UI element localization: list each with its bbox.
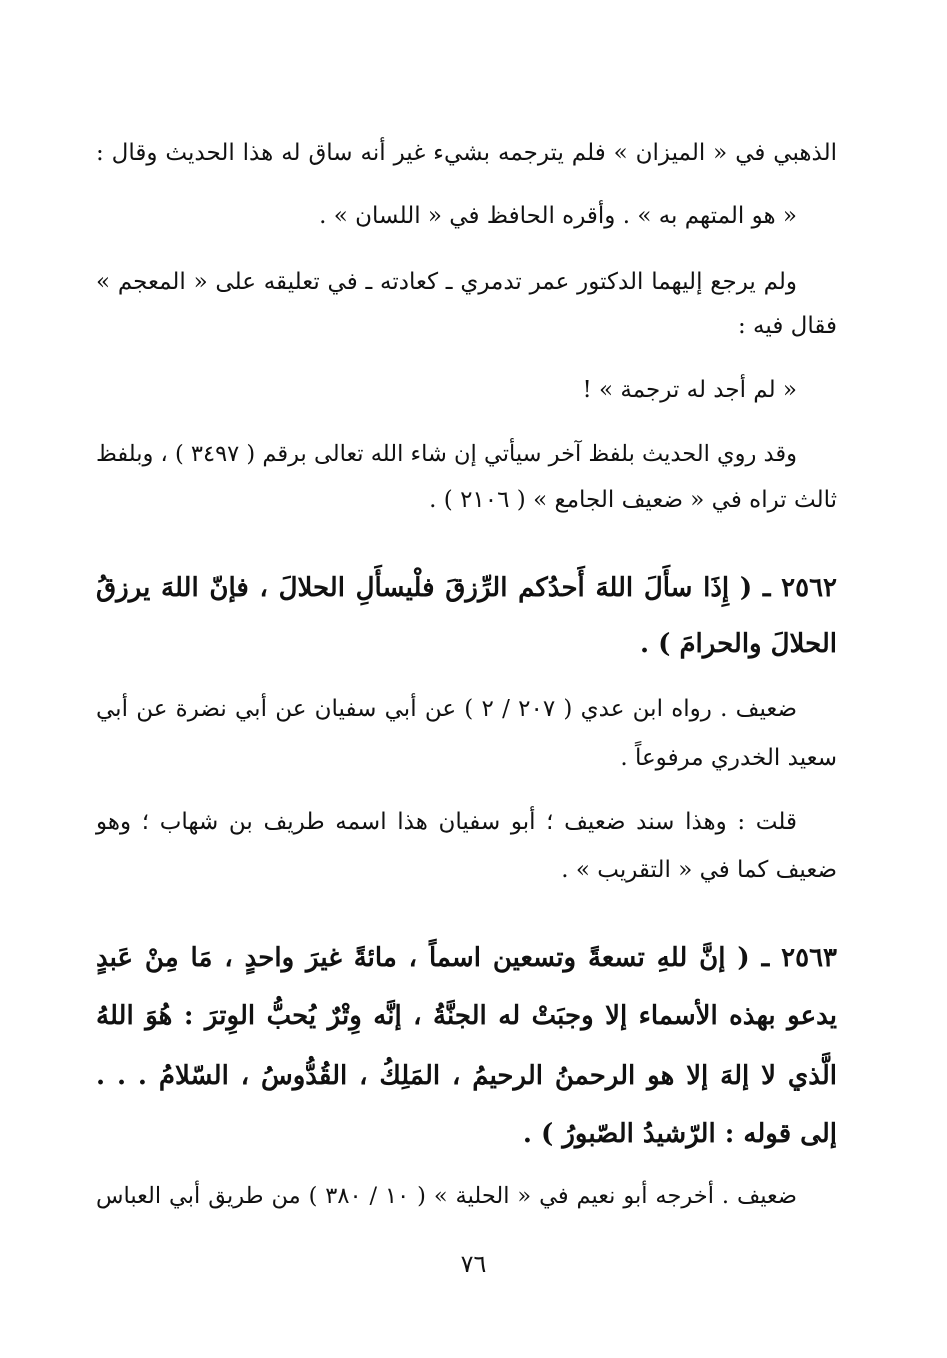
- hadith-2563-line-4: إلى قوله : الرّشيدُ الصّبورُ ) .: [522, 1119, 837, 1149]
- hadith-2562-line-2: الحلالَ والحرامَ ) .: [640, 629, 837, 659]
- text-line-2: « هو المتهم به » . وأقره الحافظ في « اللسان » .: [319, 203, 797, 229]
- hadith-2563-line-3: الَّذي لا إلهَ إلا هو الرحمنُ الرحيمُ ، المَلِكُ ، القُدُّوسُ ، السّلامُ . . .: [96, 1061, 837, 1091]
- text-line-18: ضعيف . أخرجه أبو نعيم في « الحلية » ( ١٠ / ٣٨٠ ) من طريق أبي العباس: [96, 1183, 797, 1209]
- text-line-6: وقد روي الحديث بلفظ آخر سيأتي إن شاء الله تعالى برقم ( ٣٤٩٧ ) ، وبلفظ: [96, 441, 797, 467]
- text-line-11: سعيد الخدري مرفوعاً .: [620, 745, 837, 771]
- hadith-2562-line-1: ٢٥٦٢ ـ ( إِذَا سأَلَ اللهَ أَحدُكم الرِّزقَ فلْيسأَلِ الحلالَ ، فإنّ اللهَ يرزقُ: [96, 573, 837, 603]
- page-number: ٧٦: [460, 1250, 487, 1278]
- text-line-7: ثالث تراه في « ضعيف الجامع » ( ٢١٠٦ ) .: [429, 487, 837, 513]
- text-line-12: قلت : وهذا سند ضعيف ؛ أبو سفيان هذا اسمه طريف بن شهاب ؛ وهو: [96, 809, 797, 835]
- text-line-3: ولم يرجع إليهما الدكتور عمر تدمري ـ كعادته ـ في تعليقه على « المعجم »: [96, 269, 797, 295]
- text-line-4: فقال فيه :: [738, 313, 837, 339]
- hadith-2563-line-2: يدعو بهذه الأسماء إلا وجبَتْ له الجنَّةُ ، إنَّه وِتْرٌ يُحبُّ الوِترَ : هُوَ اللهُ: [96, 1001, 837, 1031]
- text-line-13: ضعيف كما في « التقريب » .: [561, 857, 837, 883]
- hadith-2563-line-1: ٢٥٦٣ ـ ( إنَّ للهِ تسعةً وتسعين اسماً ، مائةً غيرَ واحدٍ ، مَا مِنْ عَبدٍ: [96, 943, 837, 973]
- text-line-1: الذهبي في « الميزان » فلم يترجمه بشيء غير أنه ساق له هذا الحديث وقال :: [96, 140, 837, 166]
- text-line-10: ضعيف . رواه ابن عدي ( ٢٠٧ / ٢ ) عن أبي سفيان عن أبي نضرة عن أبي: [96, 696, 798, 722]
- text-line-5: « لم أجد له ترجمة » !: [582, 377, 797, 403]
